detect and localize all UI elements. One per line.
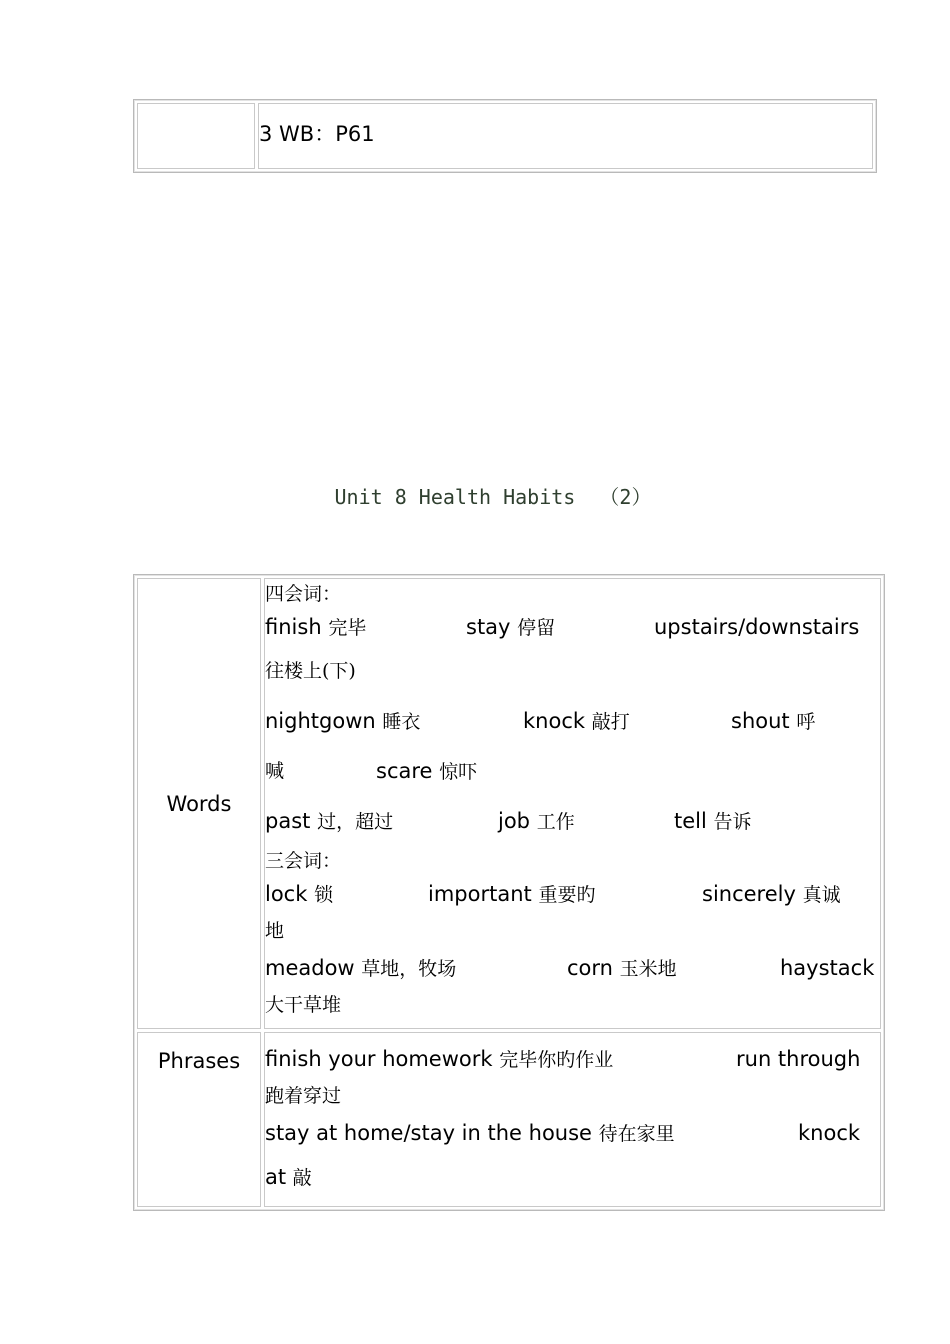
word-en: important: [428, 882, 532, 906]
table-row: [137, 1032, 881, 1207]
phrases-label: Phrases: [137, 1032, 261, 1207]
word-zh: 喊: [265, 760, 285, 782]
table-row: [137, 103, 873, 169]
word-en: nightgown: [265, 709, 376, 733]
word-en: job: [498, 809, 531, 833]
phrase-en: stay at home/stay in the house: [265, 1121, 592, 1145]
word-zh: 往楼上(下): [265, 660, 356, 682]
word-line: [265, 796, 880, 846]
word-zh: 大干草堆: [265, 994, 342, 1016]
phrase-en: at: [265, 1165, 287, 1189]
word-zh: 完毕: [328, 617, 367, 639]
phrase-line: [265, 1041, 880, 1078]
word-line: [265, 696, 880, 746]
three-skill-heading: 三会词：: [265, 850, 342, 872]
word-zh: 工作: [536, 811, 575, 833]
phrase-line: [265, 1078, 880, 1115]
word-en: past: [265, 809, 311, 833]
word-zh: 地: [265, 920, 285, 942]
phrase-zh: 跑着穿过: [265, 1085, 342, 1107]
word-zh: 玉米地: [619, 958, 677, 980]
word-en: upstairs/downstairs: [654, 615, 860, 639]
word-en: scare: [376, 759, 433, 783]
word-zh: 惊吓: [439, 761, 478, 783]
word-zh: 重要旳: [538, 884, 596, 906]
word-en: knock: [523, 709, 586, 733]
word-line: [265, 746, 880, 796]
word-en: stay: [466, 615, 511, 639]
phrase-zh: 待在家里: [598, 1123, 675, 1145]
word-zh: 过，超过: [317, 811, 394, 833]
words-content: [264, 578, 881, 1029]
vocabulary-table: [133, 574, 885, 1211]
word-line: [265, 609, 880, 646]
phrases-content: [264, 1032, 881, 1207]
word-en: tell: [674, 809, 707, 833]
word-zh: 停留: [517, 617, 556, 639]
word-line: [265, 913, 880, 950]
assignment-table: [133, 99, 877, 173]
phrase-line: [265, 1152, 880, 1202]
word-en: meadow: [265, 956, 355, 980]
page-title: Unit 8 Health Habits （2）: [334, 485, 652, 509]
assignment-label-cell: [137, 103, 255, 169]
word-zh: 锁: [314, 884, 334, 906]
word-zh: 告诉: [713, 811, 752, 833]
table-row: [137, 578, 881, 1029]
word-zh: 真诚: [802, 884, 841, 906]
phrase-en: finish your homework: [265, 1047, 493, 1071]
phrase-zh: 敲: [292, 1167, 312, 1189]
phrase-zh: 完毕你旳作业: [499, 1049, 614, 1071]
word-zh: 睡衣: [382, 711, 421, 733]
words-label: Words: [137, 578, 261, 1029]
phrase-line: [265, 1115, 880, 1152]
word-line: [265, 987, 880, 1024]
phrase-en: knock: [798, 1121, 861, 1145]
word-en: lock: [265, 882, 308, 906]
word-zh: 敲打: [591, 711, 630, 733]
word-zh: 草地，牧场: [361, 958, 457, 980]
phrase-en: run through: [736, 1047, 861, 1071]
word-line: [265, 646, 880, 696]
assignment-content: 3 WB：P61: [258, 103, 873, 169]
word-zh: 呼: [796, 711, 816, 733]
word-en: finish: [265, 615, 322, 639]
four-skill-heading: 四会词：: [265, 583, 342, 605]
word-en: corn: [567, 956, 613, 980]
word-en: shout: [731, 709, 790, 733]
word-line: [265, 950, 880, 987]
word-line: [265, 876, 880, 913]
word-en: haystack: [780, 956, 875, 980]
word-en: sincerely: [702, 882, 796, 906]
